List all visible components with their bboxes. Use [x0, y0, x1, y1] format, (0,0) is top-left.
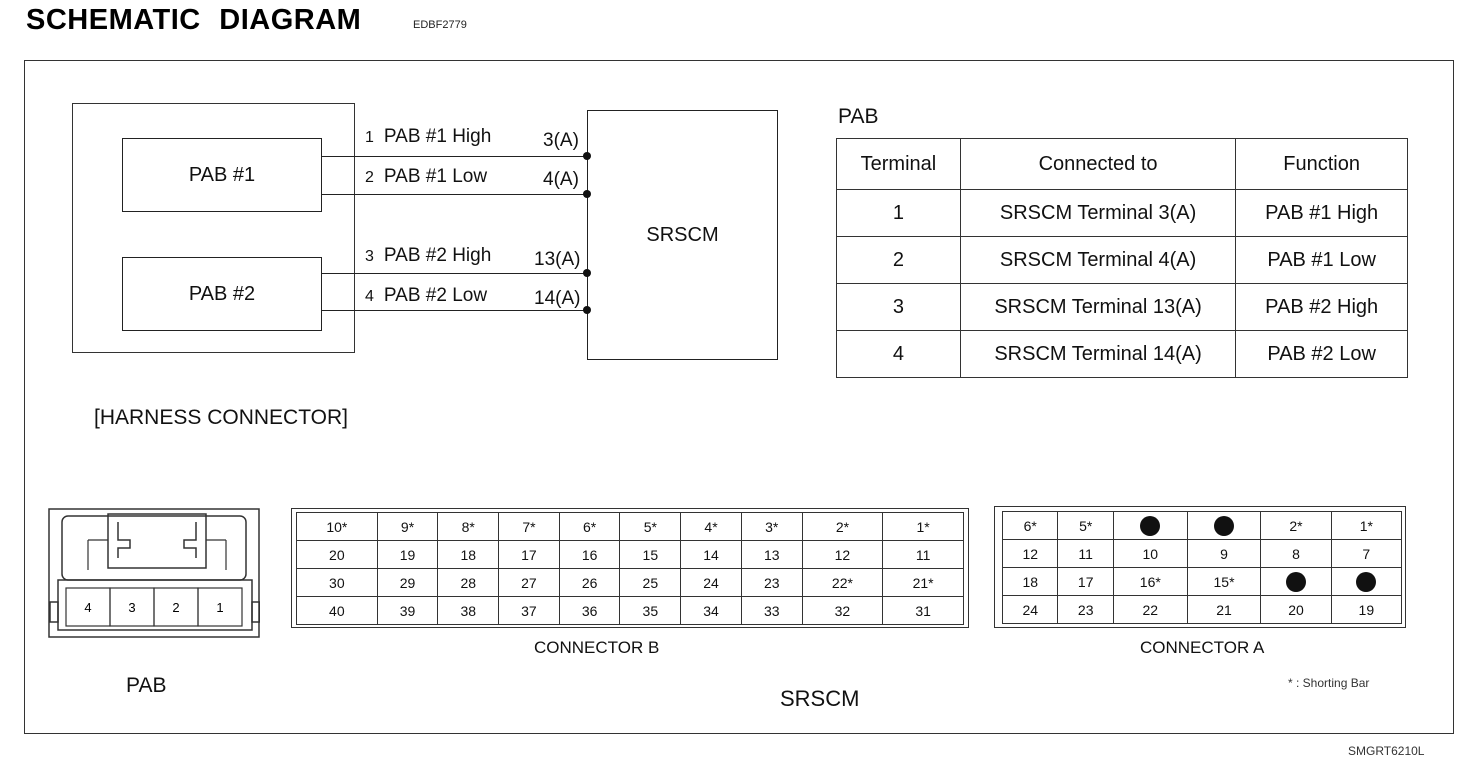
harness-connector-heading: [HARNESS CONNECTOR]	[94, 406, 348, 429]
pin-cell: 16	[559, 541, 620, 569]
table-cell: 4	[837, 331, 961, 378]
table-cell: PAB #1 Low	[1236, 237, 1408, 284]
table-header-row	[837, 139, 1408, 190]
pin-cell: 28	[438, 569, 499, 597]
pab2-box: PAB #2	[122, 257, 322, 331]
connector-row	[1003, 512, 1402, 540]
srscm-box: SRSCM	[587, 110, 778, 360]
pin-cell: 22	[1113, 596, 1187, 624]
wire-terminal: 4(A)	[543, 169, 579, 190]
pin-cell: 4*	[681, 513, 742, 541]
pin-cell: 38	[438, 597, 499, 625]
pin-cell: 11	[1058, 540, 1113, 568]
wire-terminal: 3(A)	[543, 130, 579, 151]
pin-cell: 9	[1187, 540, 1261, 568]
pin-cell: 29	[377, 569, 438, 597]
table-cell: 2	[837, 237, 961, 284]
filled-pin-icon	[1356, 572, 1376, 592]
pin-cell: 32	[802, 597, 883, 625]
table-row	[837, 331, 1408, 378]
pin-cell: 25	[620, 569, 681, 597]
pin-cell: 31	[883, 597, 964, 625]
table-cell: PAB #2 High	[1236, 284, 1408, 331]
filled-pin-cell	[1261, 568, 1331, 596]
wire-3	[322, 273, 587, 274]
pin-cell: 40	[297, 597, 378, 625]
filled-pin-cell	[1113, 512, 1187, 540]
pab-connector-label: PAB	[126, 674, 167, 697]
wire-label: 4 PAB #2 Low	[365, 285, 488, 306]
pin-cell: 14	[681, 541, 742, 569]
table-cell: PAB #2 Low	[1236, 331, 1408, 378]
pin-number: 3	[128, 600, 136, 615]
pin-cell: 16*	[1113, 568, 1187, 596]
connector-a-label: CONNECTOR A	[1140, 638, 1265, 657]
pab-table-heading: PAB	[838, 105, 879, 128]
filled-pin-cell	[1187, 512, 1261, 540]
pin-cell: 5*	[1058, 512, 1113, 540]
pin-cell: 10*	[297, 513, 378, 541]
pin-cell: 15*	[1187, 568, 1261, 596]
latch-detail	[118, 522, 196, 558]
connector-row	[297, 541, 964, 569]
pin-cell: 23	[1058, 596, 1113, 624]
table-row	[837, 190, 1408, 237]
pin-cell: 39	[377, 597, 438, 625]
pin-cell: 30	[297, 569, 378, 597]
pin-number: 1	[216, 600, 224, 615]
filled-pin-cell	[1331, 568, 1401, 596]
pin-number: 4	[84, 600, 92, 615]
table-row	[837, 237, 1408, 284]
pin-cell: 17	[1058, 568, 1113, 596]
connector-latch	[108, 514, 206, 568]
table-cell: PAB #1 High	[1236, 190, 1408, 237]
pin-cell: 19	[1331, 596, 1401, 624]
pin-cell: 33	[741, 597, 802, 625]
table-cell: 1	[837, 190, 961, 237]
connector-b	[296, 512, 964, 625]
pin-cell: 6*	[1003, 512, 1058, 540]
table-cell: 3	[837, 284, 961, 331]
connector-b-label: CONNECTOR B	[534, 638, 660, 657]
connector-row	[297, 597, 964, 625]
wire-2	[322, 194, 587, 195]
pin-cell: 5*	[620, 513, 681, 541]
pin-cell: 2*	[802, 513, 883, 541]
connector-row	[1003, 568, 1402, 596]
column-header: Terminal	[837, 139, 961, 190]
pab-terminal-table	[836, 138, 1408, 378]
pab1-box: PAB #1	[122, 138, 322, 212]
pin-cell: 11	[883, 541, 964, 569]
pin-cell: 24	[1003, 596, 1058, 624]
pin-cell: 9*	[377, 513, 438, 541]
table-cell: SRSCM Terminal 14(A)	[960, 331, 1235, 378]
pin-cell: 19	[377, 541, 438, 569]
connector-a	[1002, 511, 1402, 624]
wire-4	[322, 310, 587, 311]
pin-cell: 20	[1261, 596, 1331, 624]
wire-label: 3 PAB #2 High	[365, 245, 492, 266]
column-header: Connected to	[960, 139, 1235, 190]
connector-row	[1003, 596, 1402, 624]
pin-cell: 36	[559, 597, 620, 625]
pin-cell: 12	[1003, 540, 1058, 568]
page-title: SCHEMATIC DIAGRAM	[26, 4, 362, 36]
connector-row	[297, 513, 964, 541]
connector-hood	[62, 516, 246, 580]
table-cell: SRSCM Terminal 4(A)	[960, 237, 1235, 284]
pin-cell: 1*	[1331, 512, 1401, 540]
pin-cell: 34	[681, 597, 742, 625]
table-cell: SRSCM Terminal 13(A)	[960, 284, 1235, 331]
pin-cell: 27	[499, 569, 560, 597]
column-header: Function	[1236, 139, 1408, 190]
pin-cell: 7	[1331, 540, 1401, 568]
pin-cell: 3*	[741, 513, 802, 541]
pin-cell: 2*	[1261, 512, 1331, 540]
wire-terminal: 14(A)	[534, 288, 581, 309]
pin-cell: 35	[620, 597, 681, 625]
pin-cell: 37	[499, 597, 560, 625]
wire-junction	[583, 190, 591, 198]
pin-cell: 26	[559, 569, 620, 597]
pin-cell: 18	[438, 541, 499, 569]
pin-number: 2	[172, 600, 180, 615]
srscm-label: SRSCM	[780, 686, 860, 711]
pin-cell: 22*	[802, 569, 883, 597]
pin-cell: 8	[1261, 540, 1331, 568]
pin-cell: 23	[741, 569, 802, 597]
pin-cell: 17	[499, 541, 560, 569]
figure-code: SMGRT6210L	[1348, 744, 1425, 758]
pin-cell: 6*	[559, 513, 620, 541]
wire-label: 2 PAB #1 Low	[365, 166, 488, 187]
table-row	[837, 284, 1408, 331]
document-code: EDBF2779	[413, 19, 467, 31]
filled-pin-icon	[1214, 516, 1234, 536]
pin-cell: 8*	[438, 513, 499, 541]
pin-cell: 20	[297, 541, 378, 569]
pin-cell: 10	[1113, 540, 1187, 568]
pin-cell: 1*	[883, 513, 964, 541]
wire-label: 1 PAB #1 High	[365, 126, 492, 147]
connector-row	[1003, 540, 1402, 568]
pin-cell: 24	[681, 569, 742, 597]
pin-cell: 15	[620, 541, 681, 569]
filled-pin-icon	[1286, 572, 1306, 592]
wire-junction	[583, 269, 591, 277]
table-cell: SRSCM Terminal 3(A)	[960, 190, 1235, 237]
pin-cell: 21	[1187, 596, 1261, 624]
wire-junction	[583, 306, 591, 314]
pin-cell: 12	[802, 541, 883, 569]
wire-1	[322, 156, 587, 157]
connector-row	[297, 569, 964, 597]
pin-cell: 7*	[499, 513, 560, 541]
wire-junction	[583, 152, 591, 160]
shorting-bar-note: * : Shorting Bar	[1288, 676, 1370, 690]
pin-cell: 21*	[883, 569, 964, 597]
pin-cell: 13	[741, 541, 802, 569]
filled-pin-icon	[1140, 516, 1160, 536]
pin-cell: 18	[1003, 568, 1058, 596]
wire-terminal: 13(A)	[534, 249, 581, 270]
side-lock	[50, 602, 58, 622]
pab-connector	[48, 508, 260, 638]
